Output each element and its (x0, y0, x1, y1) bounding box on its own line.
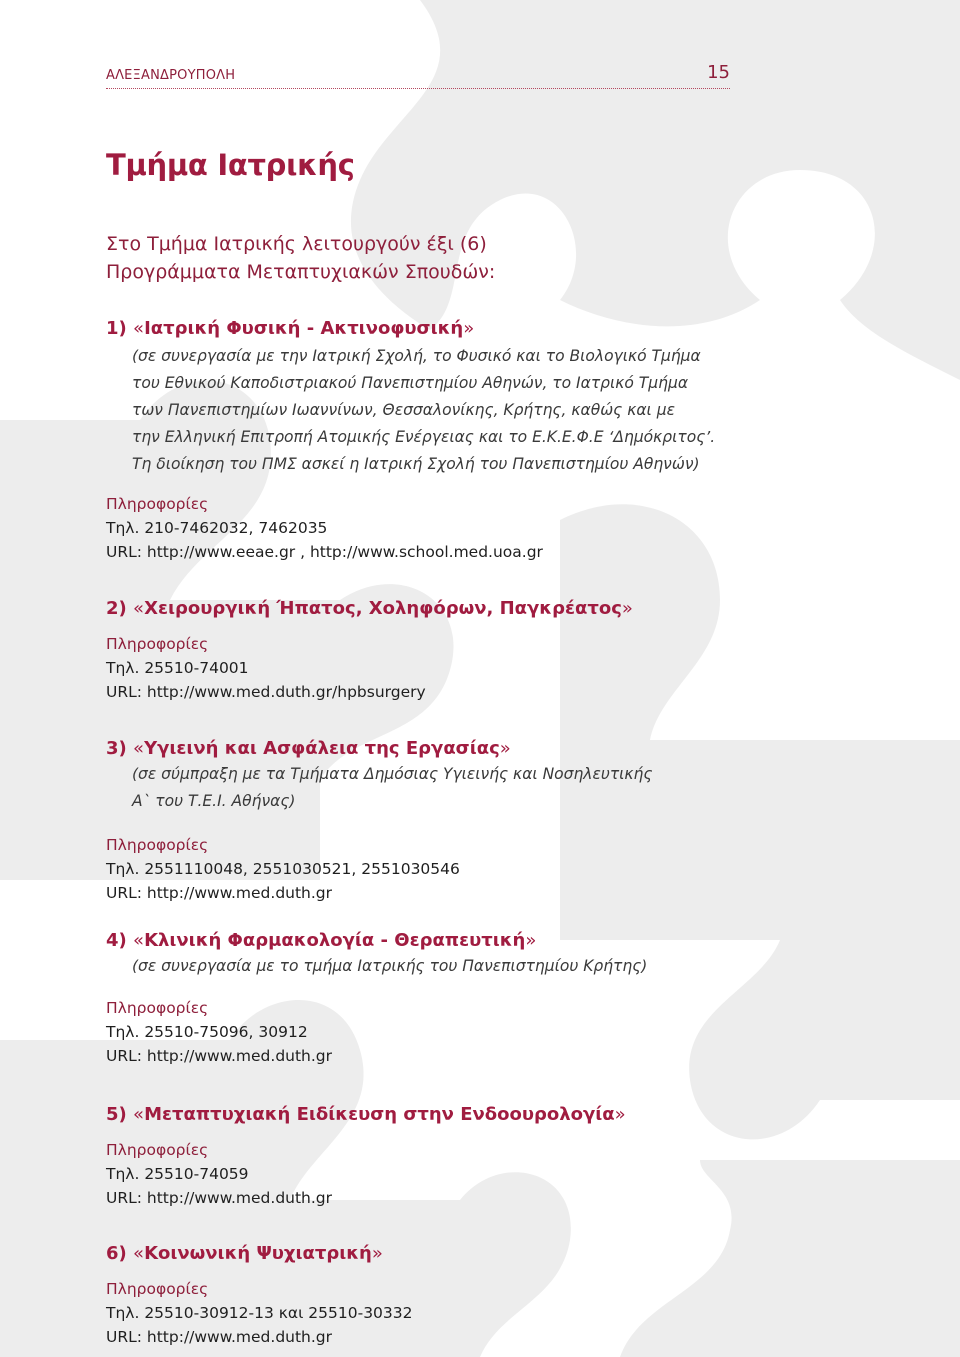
close-quote: » (525, 930, 537, 951)
program-note-line: του Εθνικού Καποδιστριακού Πανεπιστημίου Αθηνών, το Ιατρικό Τμήμα (132, 374, 689, 392)
program-5 (106, 1104, 866, 1210)
program-title (106, 598, 866, 619)
open-quote: « (133, 1104, 145, 1125)
program-name: Υγιεινή και Ασφάλεια της Εργασίας (144, 738, 500, 759)
open-quote: « (133, 930, 145, 951)
info-label: Πληροφορίες (106, 1141, 209, 1159)
program-number: 1) (106, 318, 127, 339)
program-note-line: (σε σύμπραξη με τα Τμήματα Δημόσιας Υγιεινής και Νοσηλευτικής (132, 765, 653, 783)
info-label: Πληροφορίες (106, 999, 209, 1017)
phone-line: Τηλ. 2551110048, 2551030521, 2551030546 (106, 860, 460, 878)
program-title (106, 318, 866, 339)
close-quote: » (499, 738, 511, 759)
phone-line: Τηλ. 25510-74001 (106, 659, 249, 677)
program-title (106, 1104, 866, 1125)
intro-line: Στο Τμήμα Ιατρικής λειτουργούν έξι (6) (106, 233, 487, 255)
intro-line: Προγράμματα Μεταπτυχιακών Σπουδών: (106, 261, 496, 283)
program-2 (106, 598, 866, 704)
url-line: URL: http://www.med.duth.gr (106, 884, 333, 902)
phone-line: Τηλ. 25510-30912-13 και 25510-30332 (106, 1304, 413, 1322)
page-number: 15 (707, 62, 730, 83)
phone-line: Τηλ. 25510-75096, 30912 (106, 1023, 308, 1041)
info-label: Πληροφορίες (106, 1280, 209, 1298)
url-line: URL: http://www.med.duth.gr (106, 1328, 333, 1346)
program-note-line: (σε συνεργασία με το τμήμα Ιατρικής του Πανεπιστημίου Κρήτης) (132, 957, 648, 975)
open-quote: « (133, 318, 145, 339)
program-title (106, 738, 866, 759)
program-title (106, 930, 866, 951)
program-number: 5) (106, 1104, 127, 1125)
close-quote: » (463, 318, 475, 339)
page-header (106, 62, 730, 89)
program-name: Ιατρική Φυσική - Ακτινοφυσική (144, 318, 464, 339)
page-title: Τμήμα Ιατρικής (106, 148, 355, 182)
open-quote: « (133, 598, 145, 619)
program-note-line: (σε συνεργασία με την Ιατρική Σχολή, το Φυσικό και το Βιολογικό Τμήμα (132, 347, 701, 365)
info-label: Πληροφορίες (106, 635, 209, 653)
url-line: URL: http://www.eeae.gr , http://www.school.med.uoa.gr (106, 543, 543, 561)
program-4 (106, 930, 866, 1068)
intro-text (106, 230, 826, 286)
url-line: URL: http://www.med.duth.gr/hpbsurgery (106, 683, 426, 701)
program-name: Μεταπτυχιακή Ειδίκευση στην Ενδοουρολογία (144, 1104, 615, 1125)
close-quote: » (621, 598, 633, 619)
program-name: Κοινωνική Ψυχιατρική (144, 1243, 372, 1264)
program-note-line: την Ελληνική Επιτροπή Ατομικής Ενέργειας και το Ε.Κ.Ε.Φ.Ε ‘Δημόκριτος’. (132, 428, 716, 446)
open-quote: « (133, 1243, 145, 1264)
program-number: 3) (106, 738, 127, 759)
program-3 (106, 738, 866, 905)
url-line: URL: http://www.med.duth.gr (106, 1189, 333, 1207)
header-section-name: ΑΛΕΞΑΝΔΡΟΥΠΟΛΗ (106, 68, 236, 83)
open-quote: « (133, 738, 145, 759)
close-quote: » (371, 1243, 383, 1264)
info-label: Πληροφορίες (106, 495, 209, 513)
program-1 (106, 318, 866, 564)
phone-line: Τηλ. 210-7462032, 7462035 (106, 519, 328, 537)
program-6 (106, 1243, 866, 1349)
info-label: Πληροφορίες (106, 836, 209, 854)
program-number: 4) (106, 930, 127, 951)
program-note-line: Α` του Τ.Ε.Ι. Αθήνας) (132, 792, 296, 810)
program-note-line: Τη διοίκηση του ΠΜΣ ασκεί η Ιατρική Σχολή του Πανεπιστημίου Αθηνών) (132, 455, 700, 473)
program-title (106, 1243, 866, 1264)
program-name: Κλινική Φαρμακολογία - Θεραπευτική (144, 930, 526, 951)
program-name: Χειρουργική Ήπατος, Χοληφόρων, Παγκρέατος (144, 598, 622, 619)
url-line: URL: http://www.med.duth.gr (106, 1047, 333, 1065)
program-note-line: των Πανεπιστημίων Ιωαννίνων, Θεσσαλονίκης, Κρήτης, καθώς και με (132, 401, 675, 419)
program-number: 6) (106, 1243, 127, 1264)
program-number: 2) (106, 598, 127, 619)
close-quote: » (614, 1104, 626, 1125)
phone-line: Τηλ. 25510-74059 (106, 1165, 249, 1183)
